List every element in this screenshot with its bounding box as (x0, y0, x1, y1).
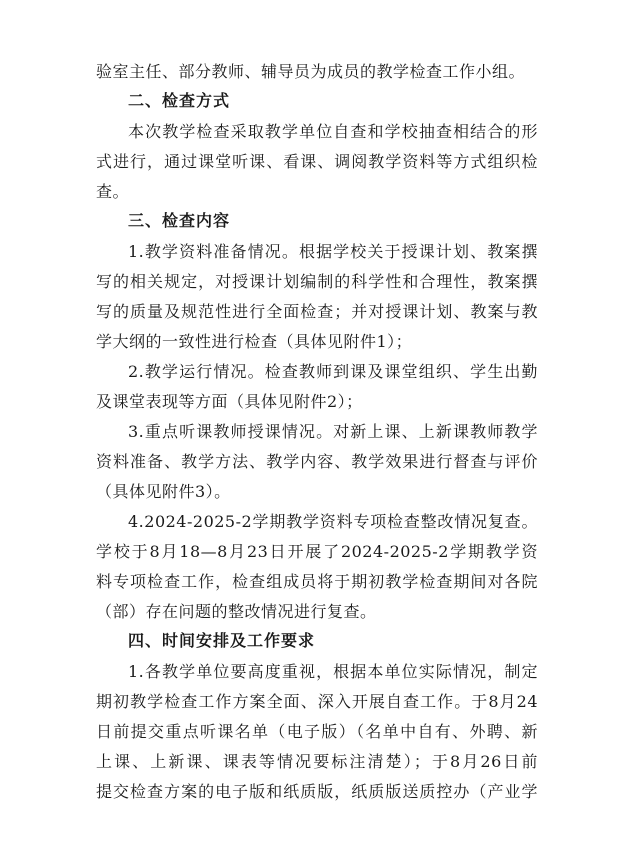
section-3-item-4-line-2: 学校于8月18—8月23日开展了2024-2025-2学期教学资 (96, 542, 538, 561)
section-2-line-3: 查。 (96, 182, 130, 201)
section-2-line-1: 本次教学检查采取教学单位自查和学校抽查相结合的形 (128, 122, 538, 141)
section-3-item-1-line-2: 写的相关规定，对授课计划编制的科学性和合理性，教案撰 (96, 272, 538, 291)
section-4-heading: 四、时间安排及工作要求 (128, 631, 316, 650)
section-3-heading: 三、检查内容 (128, 211, 231, 230)
section-4-item-1-line-3: 日前提交重点听课名单（电子版）（名单中自有、外聘、新 (96, 722, 538, 741)
section-4-item-1-line-1: 1.各教学单位要高度重视，根据本单位实际情况，制定 (128, 662, 538, 681)
section-3-item-1-line-4: 学大纲的一致性进行检查（具体见附件1）； (96, 332, 413, 351)
section-3-item-3-line-1: 3.重点听课教师授课情况。对新上课、上新课教师教学 (128, 422, 538, 441)
section-2-line-2: 式进行，通过课堂听课、看课、调阅教学资料等方式组织检 (96, 152, 538, 171)
section-3-item-3-line-2: 资料准备、教学方法、教学内容、教学效果进行督查与评价 (96, 452, 538, 471)
section-3-item-1-line-1: 1.教学资料准备情况。根据学校关于授课计划、教案撰 (128, 242, 538, 261)
section-3-item-4-line-4: （部）存在问题的整改情况进行复查。 (96, 602, 377, 621)
intro-tail-line: 验室主任、部分教师、辅导员为成员的教学检查工作小组。 (96, 62, 526, 81)
section-3-item-4-line-3: 料专项检查工作，检查组成员将于期初教学检查期间对各院 (96, 572, 538, 591)
section-3-item-4-line-1: 4.2024-2025-2学期教学资料专项检查整改情况复查。 (128, 512, 538, 531)
section-4-item-1-line-4: 上课、上新课、课表等情况要标注清楚）；于8月26日前 (96, 752, 538, 771)
section-2-heading: 二、检查方式 (128, 91, 231, 110)
section-3-item-1-line-3: 写的质量及规范性进行全面检查；并对授课计划、教案与教 (96, 302, 538, 321)
section-4-item-1-line-2: 期初教学检查工作方案全面、深入开展自查工作。于8月24 (96, 692, 538, 711)
section-3-item-3-line-3: （具体见附件3）。 (96, 482, 231, 501)
section-3-item-2-line-1: 2.教学运行情况。检查教师到课及课堂组织、学生出勤 (128, 362, 538, 381)
section-4-item-1-line-5: 提交检查方案的电子版和纸质版，纸质版送质控办（产业学 (96, 782, 538, 801)
section-3-item-2-line-2: 及课堂表现等方面（具体见附件2）； (96, 392, 363, 411)
